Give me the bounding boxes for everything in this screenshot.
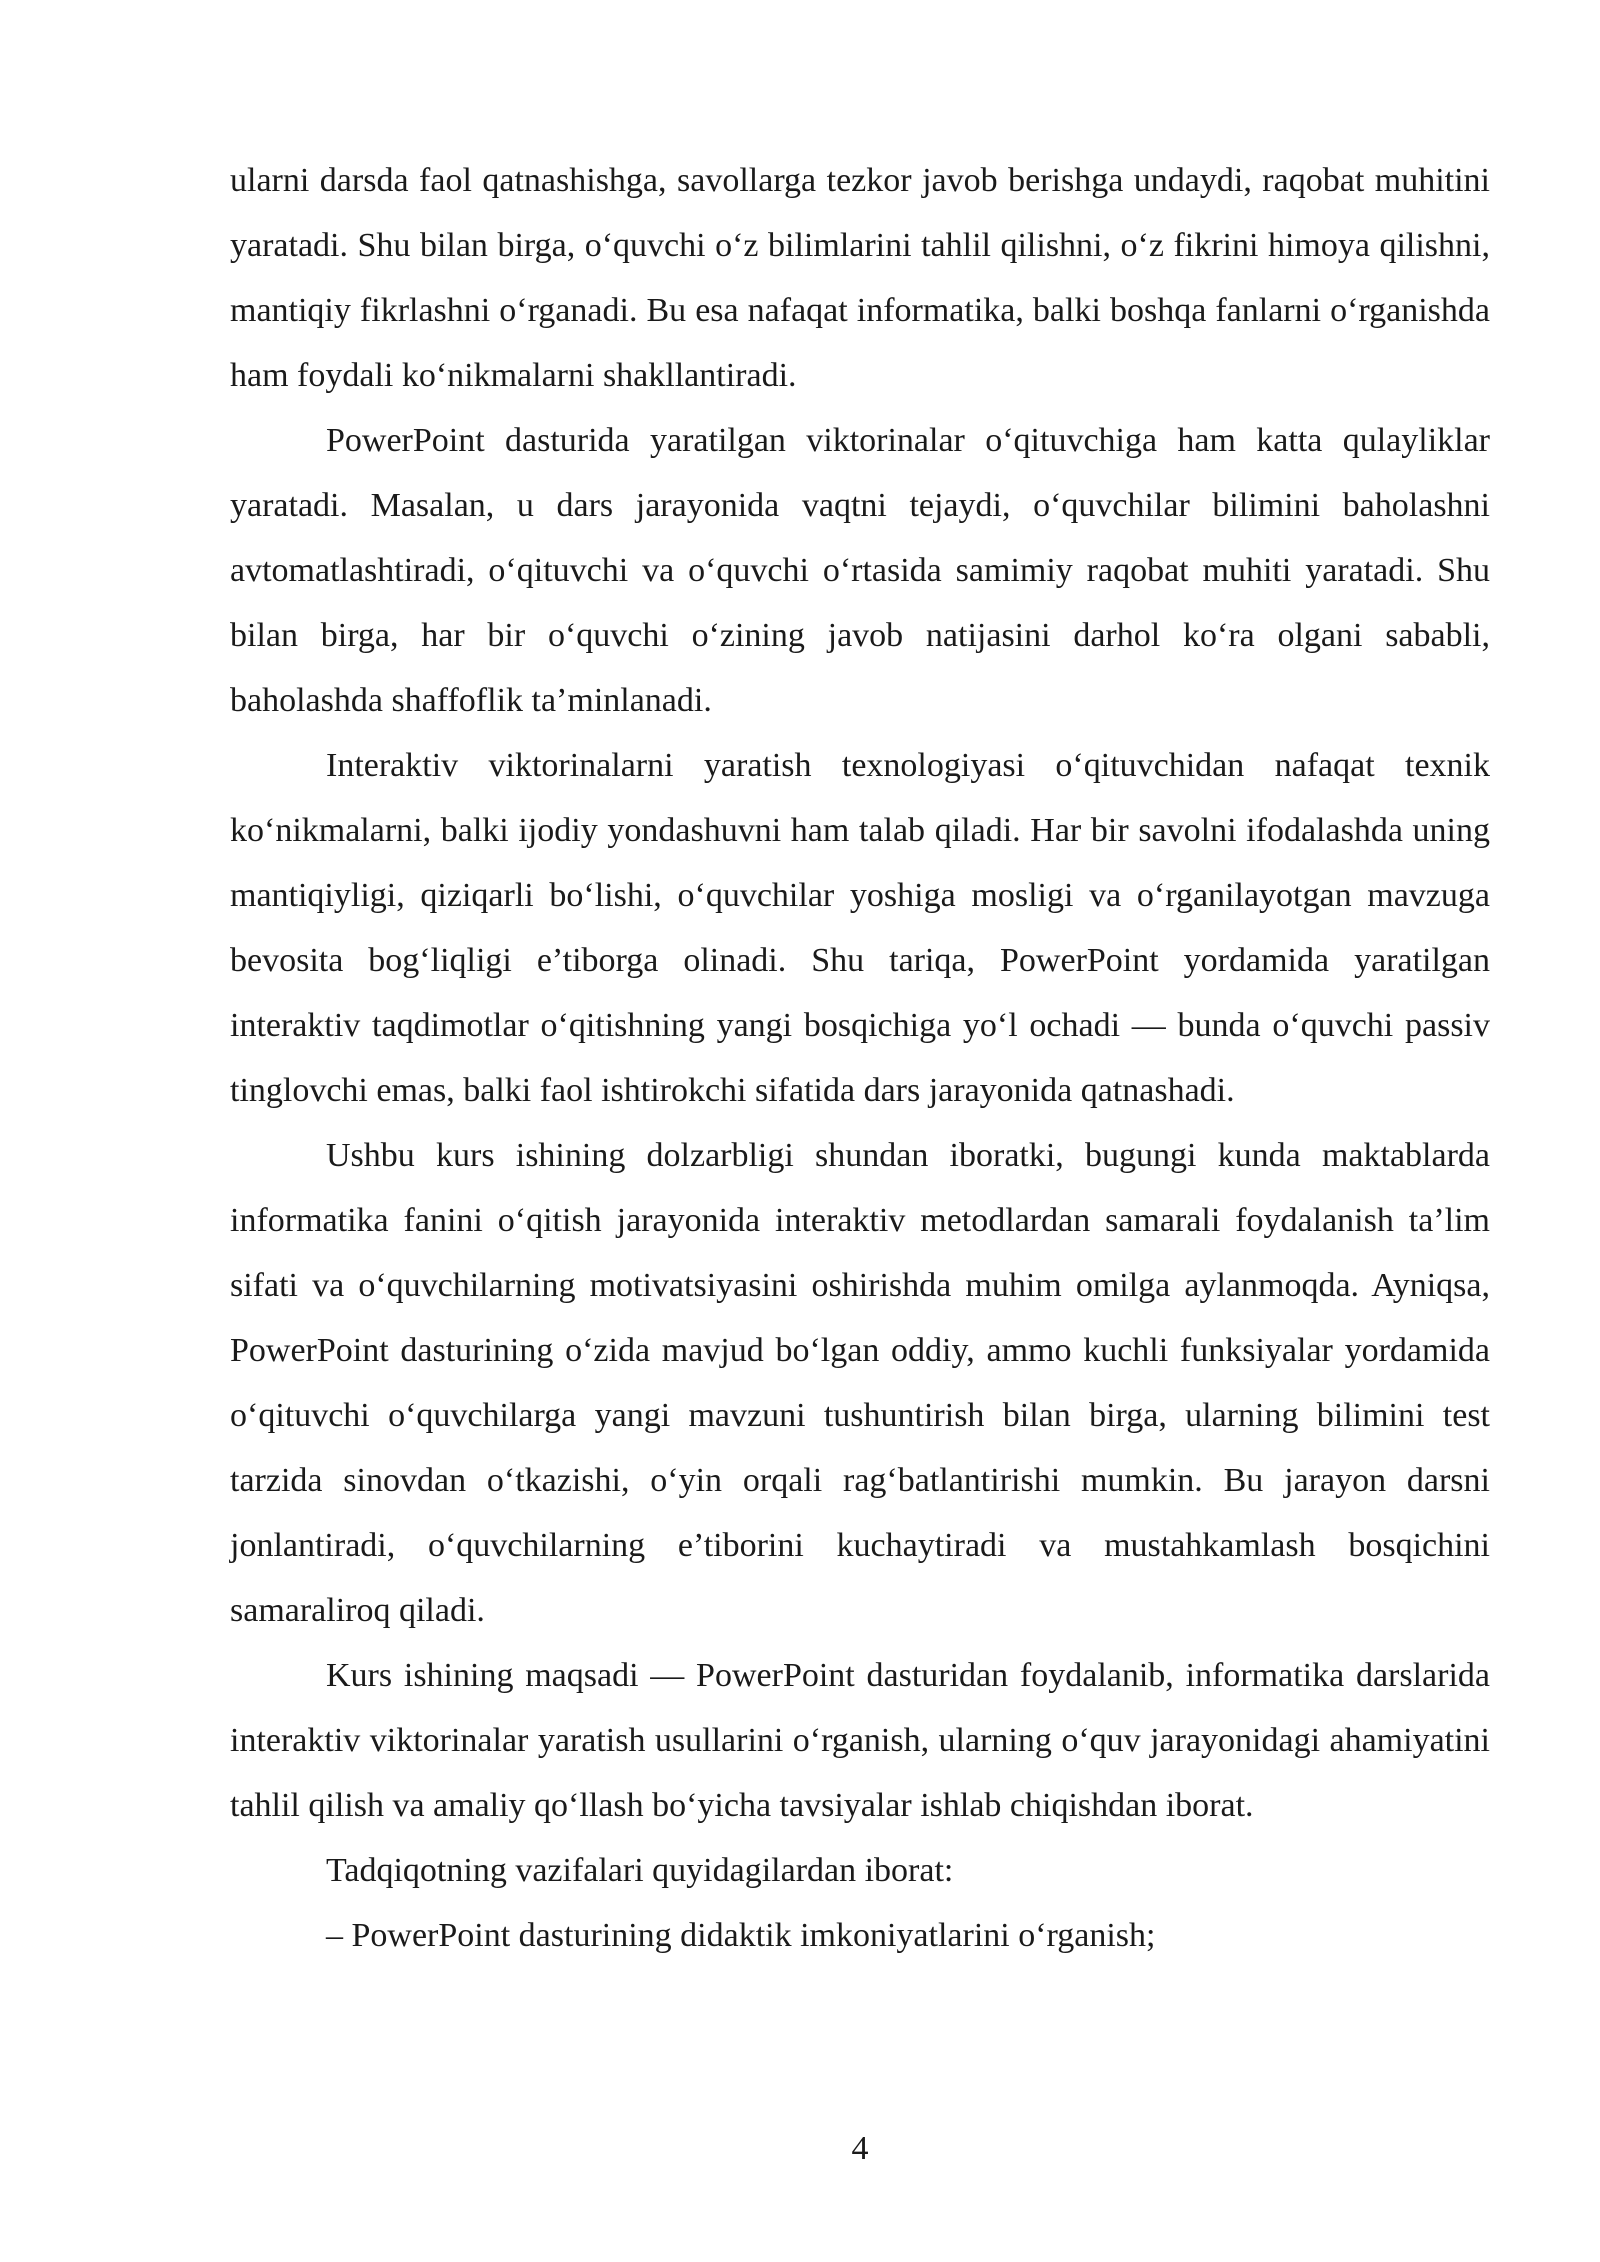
list-item-task-1: – PowerPoint dasturining didaktik imkoniyatlarini o‘rganish; [326, 1917, 1156, 1954]
body-text [230, 148, 1490, 1968]
page-number: 4 [851, 2130, 869, 2167]
paragraph-tasks-intro: Tadqiqotning vazifalari quyidagilardan iborat: [326, 1852, 954, 1889]
paragraph-continuation: ularni darsda faol qatnashishga, savollarga tezkor javob berishga undaydi, raqobat muhitini yaratadi. Shu bilan birga, o‘quvchi o‘z bilimlarini tahlil qilishni, o‘z fikrini himoya qilishni, mantiqiy fikrlashni o‘rganadi. Bu esa nafaqat informatika, balki boshqa fanlarni o‘rganishda ham foydali ko‘nikmalarni shakllantiradi. [230, 162, 1490, 394]
paragraph-relevance: Ushbu kurs ishining dolzarbligi shundan iboratki, bugungi kunda maktablarda informatika fanini o‘qitish jarayonida interaktiv metodlardan samarali foydalanish ta’lim sifati va o‘quvchilarning motivatsiyasini oshirishda muhim omilga aylanmoqda. Ayniqsa, PowerPoint dasturining o‘zida mavjud bo‘lgan oddiy, ammo kuchli funksiyalar yordamida o‘qituvchi o‘quvchilarga yangi mavzuni tushuntirish bilan birga, ularning bilimini test tarzida sinovdan o‘tkazishi, o‘yin orqali rag‘batlantirishi mumkin. Bu jarayon darsni jonlantiradi, o‘quvchilarning e’tiborini kuchaytiradi va mustahkamlash bosqichini samaraliroq qiladi. [230, 1137, 1490, 1629]
paragraph-quiz-technology: Interaktiv viktorinalarni yaratish texnologiyasi o‘qituvchidan nafaqat texnik ko‘nikmalarni, balki ijodiy yondashuvni ham talab qiladi. Har bir savolni ifodalashda uning mantiqiyligi, qiziqarli bo‘lishi, o‘quvchilar yoshiga mosligi va o‘rganilayotgan mavzuga bevosita bog‘liqligi e’tiborga olinadi. Shu tariqa, PowerPoint yordamida yaratilgan interaktiv taqdimotlar o‘qitishning yangi bosqichiga yo‘l ochadi — bunda o‘quvchi passiv tinglovchi emas, balki faol ishtirokchi sifatida dars jarayonida qatnashadi. [230, 747, 1490, 1109]
paragraph-powerpoint-benefits: PowerPoint dasturida yaratilgan viktorinalar o‘qituvchiga ham katta qulayliklar yaratadi. Masalan, u dars jarayonida vaqtni tejaydi, o‘quvchilar bilimini baholashni avtomatlashtiradi, o‘qituvchi va o‘quvchi o‘rtasida samimiy raqobat muhiti yaratadi. Shu bilan birga, har bir o‘quvchi o‘zining javob natijasini darhol ko‘ra olgani sababli, baholashda shaffoflik ta’minlanadi. [230, 422, 1490, 719]
paragraph-goal: Kurs ishining maqsadi — PowerPoint dasturidan foydalanib, informatika darslarida interaktiv viktorinalar yaratish usullarini o‘rganish, ularning o‘quv jarayonidagi ahamiyatini tahlil qilish va amaliy qo‘llash bo‘yicha tavsiyalar ishlab chiqishdan iborat. [230, 1657, 1490, 1824]
